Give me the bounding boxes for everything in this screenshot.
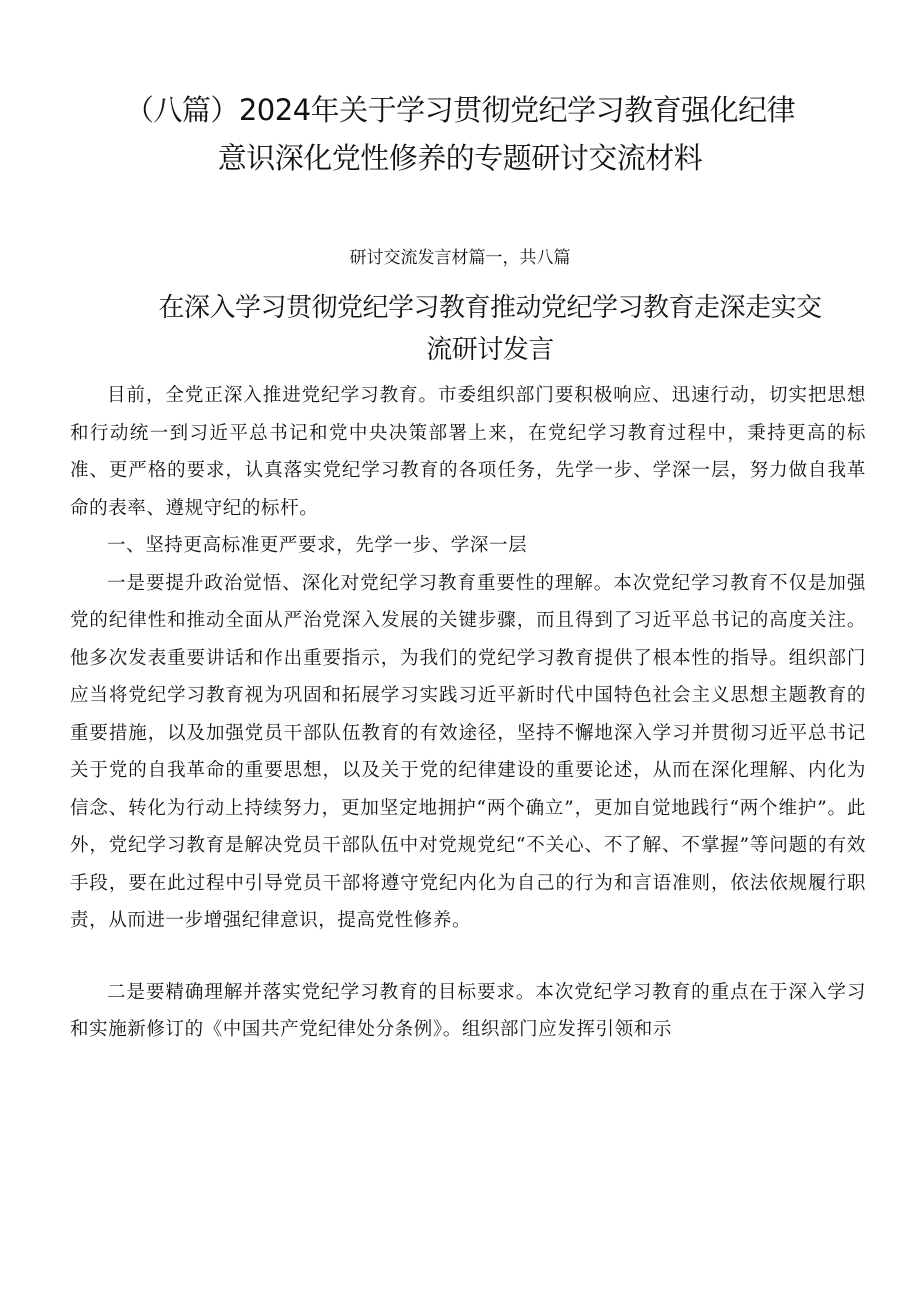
section-title-line-1: 在深入学习贯彻党纪学习教育推动党纪学习教育走深走实交 <box>158 293 822 323</box>
body-paragraph: 一、坚持更高标准更严要求，先学一步、学深一层 <box>107 535 528 556</box>
body-paragraph: 目前，全党正深入推进党纪学习教育。市委组织部门要积极响应、迅速行动，切实把思想和行动统一到习近平总书记和党中央决策部署上来，在党纪学习教育过程中，秉持更高的标准、更严格的要求，认真落实党纪学习教育的各项任务，先学一步、学深一层，努力做自我革命的表率、遵规守纪的标杆。 <box>70 385 866 519</box>
section-title <box>110 287 870 371</box>
document-body <box>70 377 866 1049</box>
body-paragraph: 二是要精确理解并落实党纪学习教育的目标要求。本次党纪学习教育的重点在于深入学习和实施新修订的《中国共产党纪律处分条例》。组织部门应发挥引领和示 <box>70 981 866 1040</box>
document-title-line-1: （八篇）2024年关于学习贯彻党纪学习教育强化纪律 <box>124 93 796 127</box>
body-paragraph: 一是要提升政治觉悟、深化对党纪学习教育重要性的理解。本次党纪学习教育不仅是加强党的纪律性和推动全面从严治党深入发展的关键步骤，而且得到了习近平总书记的高度关注。他多次发表重要讲话和作出重要指示，为我们的党纪学习教育提供了根本性的指导。组织部门应当将党纪学习教育视为巩固和拓展学习实践习近平新时代中国特色社会主义思想主题教育的重要措施，以及加强党员干部队伍教育的有效途径，坚持不懈地深入学习并贯彻习近平总书记关于党的自我革命的重要思想，以及关于党的纪律建设的重要论述，从而在深化理解、内化为信念、转化为行动上持续努力，更加坚定地拥护“两个确立”，更加自觉地践行“两个维护”。此外，党纪学习教育是解决党员干部队伍中对党规党纪“不关心、不了解、不掌握”等问题的有效手段，要在此过程中引导党员干部将遵守党纪内化为自己的行为和言语准则，依法依规履行职责，从而进一步增强纪律意识，提高党性修养。 <box>70 572 866 931</box>
document-title <box>80 86 840 182</box>
document-title-line-2: 意识深化党性修养的专题研讨交流材料 <box>217 141 703 175</box>
section-title-line-2: 流研讨发言 <box>426 335 554 365</box>
document-subtitle: 研讨交流发言材篇一，共八篇 <box>349 248 571 268</box>
